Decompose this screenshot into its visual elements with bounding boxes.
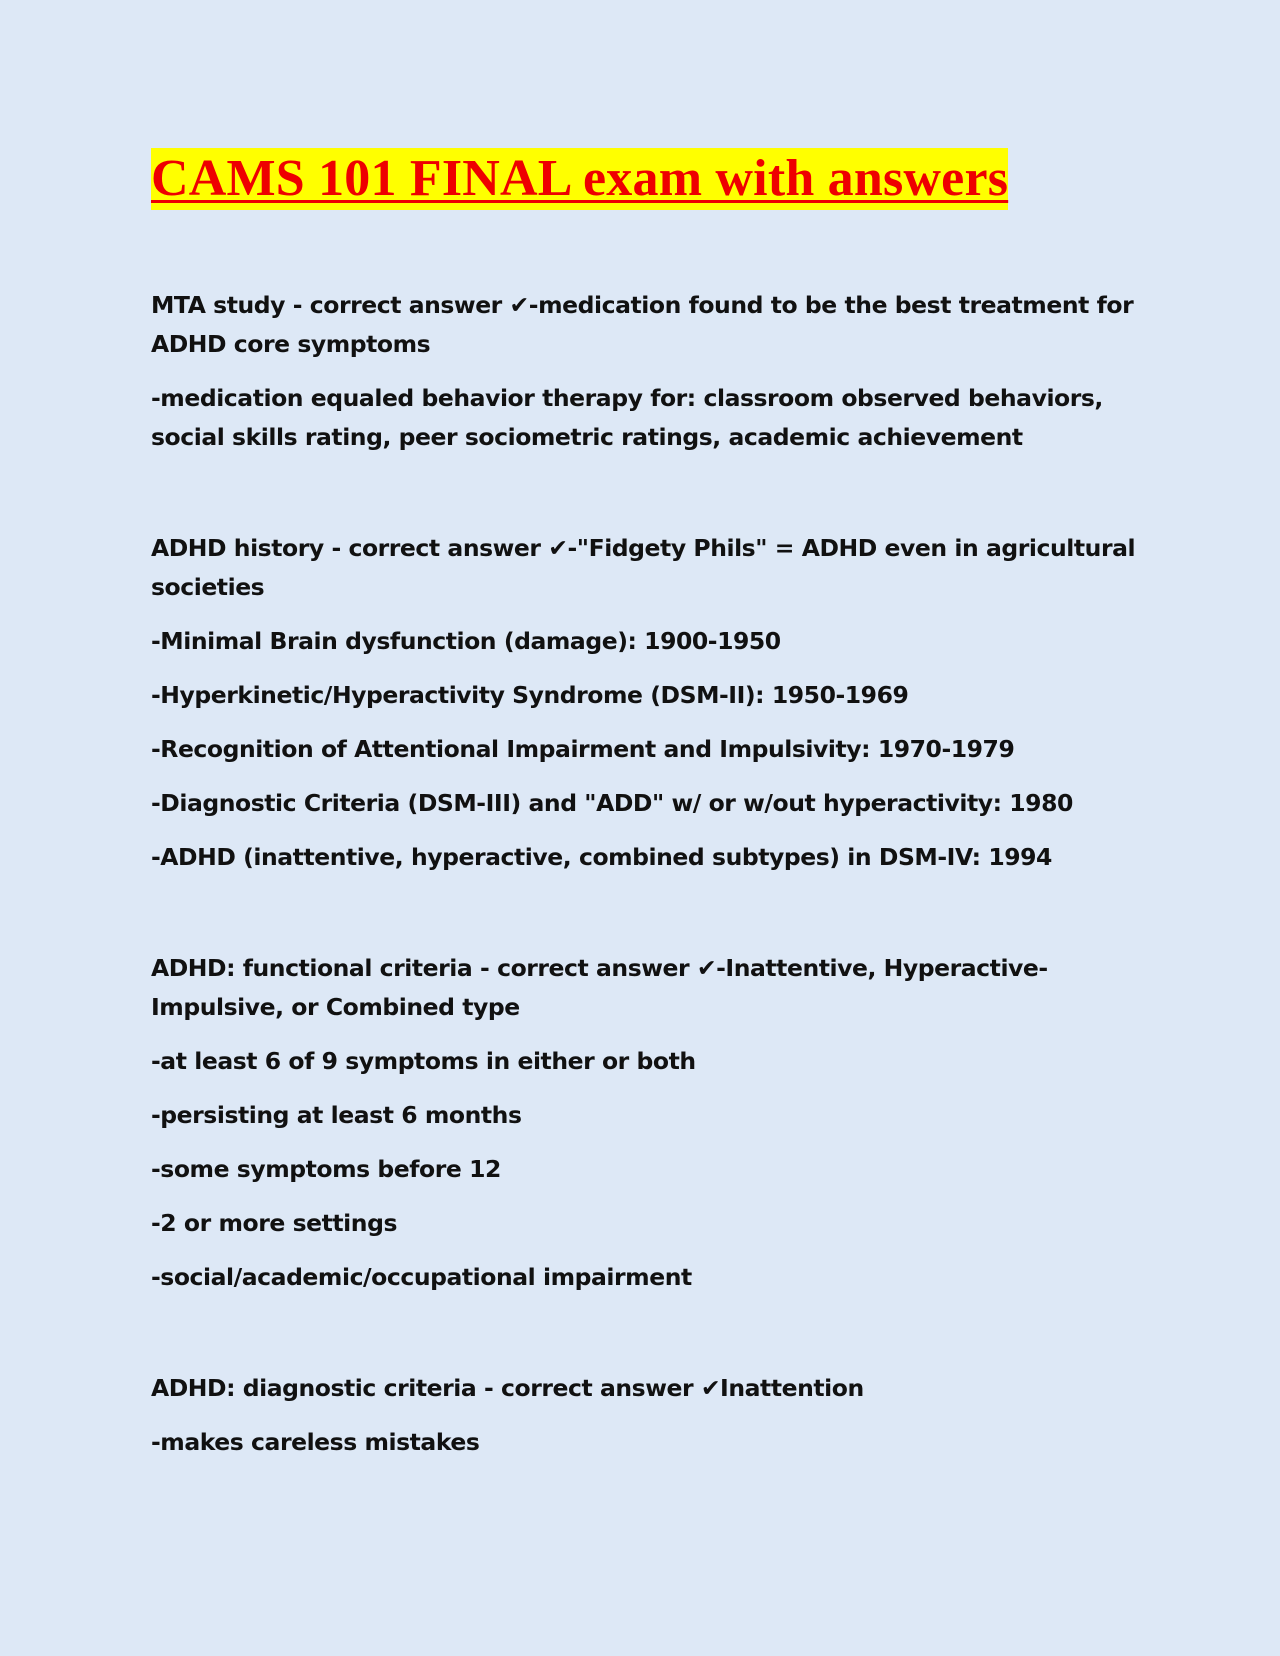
qa-answer-line: -makes careless mistakes bbox=[151, 1428, 480, 1456]
qa-answer-line: -some symptoms before 12 bbox=[151, 1155, 501, 1183]
qa-answer-line: ADHD: functional criteria - correct answer ✔-Inattentive, Hyperactive-Impulsive, or Combined type bbox=[151, 954, 1048, 1021]
document-title: CAMS 101 FINAL exam with answers bbox=[151, 148, 1008, 210]
qa-answer-line: -2 or more settings bbox=[151, 1209, 397, 1237]
qa-answer-line: -Diagnostic Criteria (DSM-III) and "ADD" w/ or w/out hyperactivity: 1980 bbox=[151, 789, 1073, 817]
qa-answer-line: ADHD: diagnostic criteria - correct answer ✔Inattention bbox=[151, 1374, 864, 1402]
qa-section-mta-study bbox=[151, 286, 1160, 457]
qa-answer-line: MTA study - correct answer ✔-medication found to be the best treatment for ADHD core symptoms bbox=[151, 291, 1134, 358]
qa-answer-line: -Hyperkinetic/Hyperactivity Syndrome (DSM-II): 1950-1969 bbox=[151, 681, 909, 709]
qa-section-functional-criteria bbox=[151, 949, 1160, 1297]
qa-answer-line: -persisting at least 6 months bbox=[151, 1101, 522, 1129]
qa-answer-line: -Recognition of Attentional Impairment and Impulsivity: 1970-1979 bbox=[151, 735, 1015, 763]
qa-answer-line: -ADHD (inattentive, hyperactive, combined subtypes) in DSM-IV: 1994 bbox=[151, 843, 1052, 871]
qa-answer-line: -at least 6 of 9 symptoms in either or both bbox=[151, 1047, 696, 1075]
qa-answer-line: -social/academic/occupational impairment bbox=[151, 1263, 692, 1291]
qa-section-adhd-history bbox=[151, 529, 1160, 877]
qa-section-diagnostic-criteria bbox=[151, 1369, 1160, 1462]
qa-answer-line: ADHD history - correct answer ✔-"Fidgety Phils" = ADHD even in agricultural societies bbox=[151, 534, 1136, 601]
qa-answer-line: -Minimal Brain dysfunction (damage): 1900-1950 bbox=[151, 627, 781, 655]
qa-answer-line: -medication equaled behavior therapy for: classroom observed behaviors, social skills rating, peer sociometric ratings, academic achievement bbox=[151, 384, 1103, 451]
